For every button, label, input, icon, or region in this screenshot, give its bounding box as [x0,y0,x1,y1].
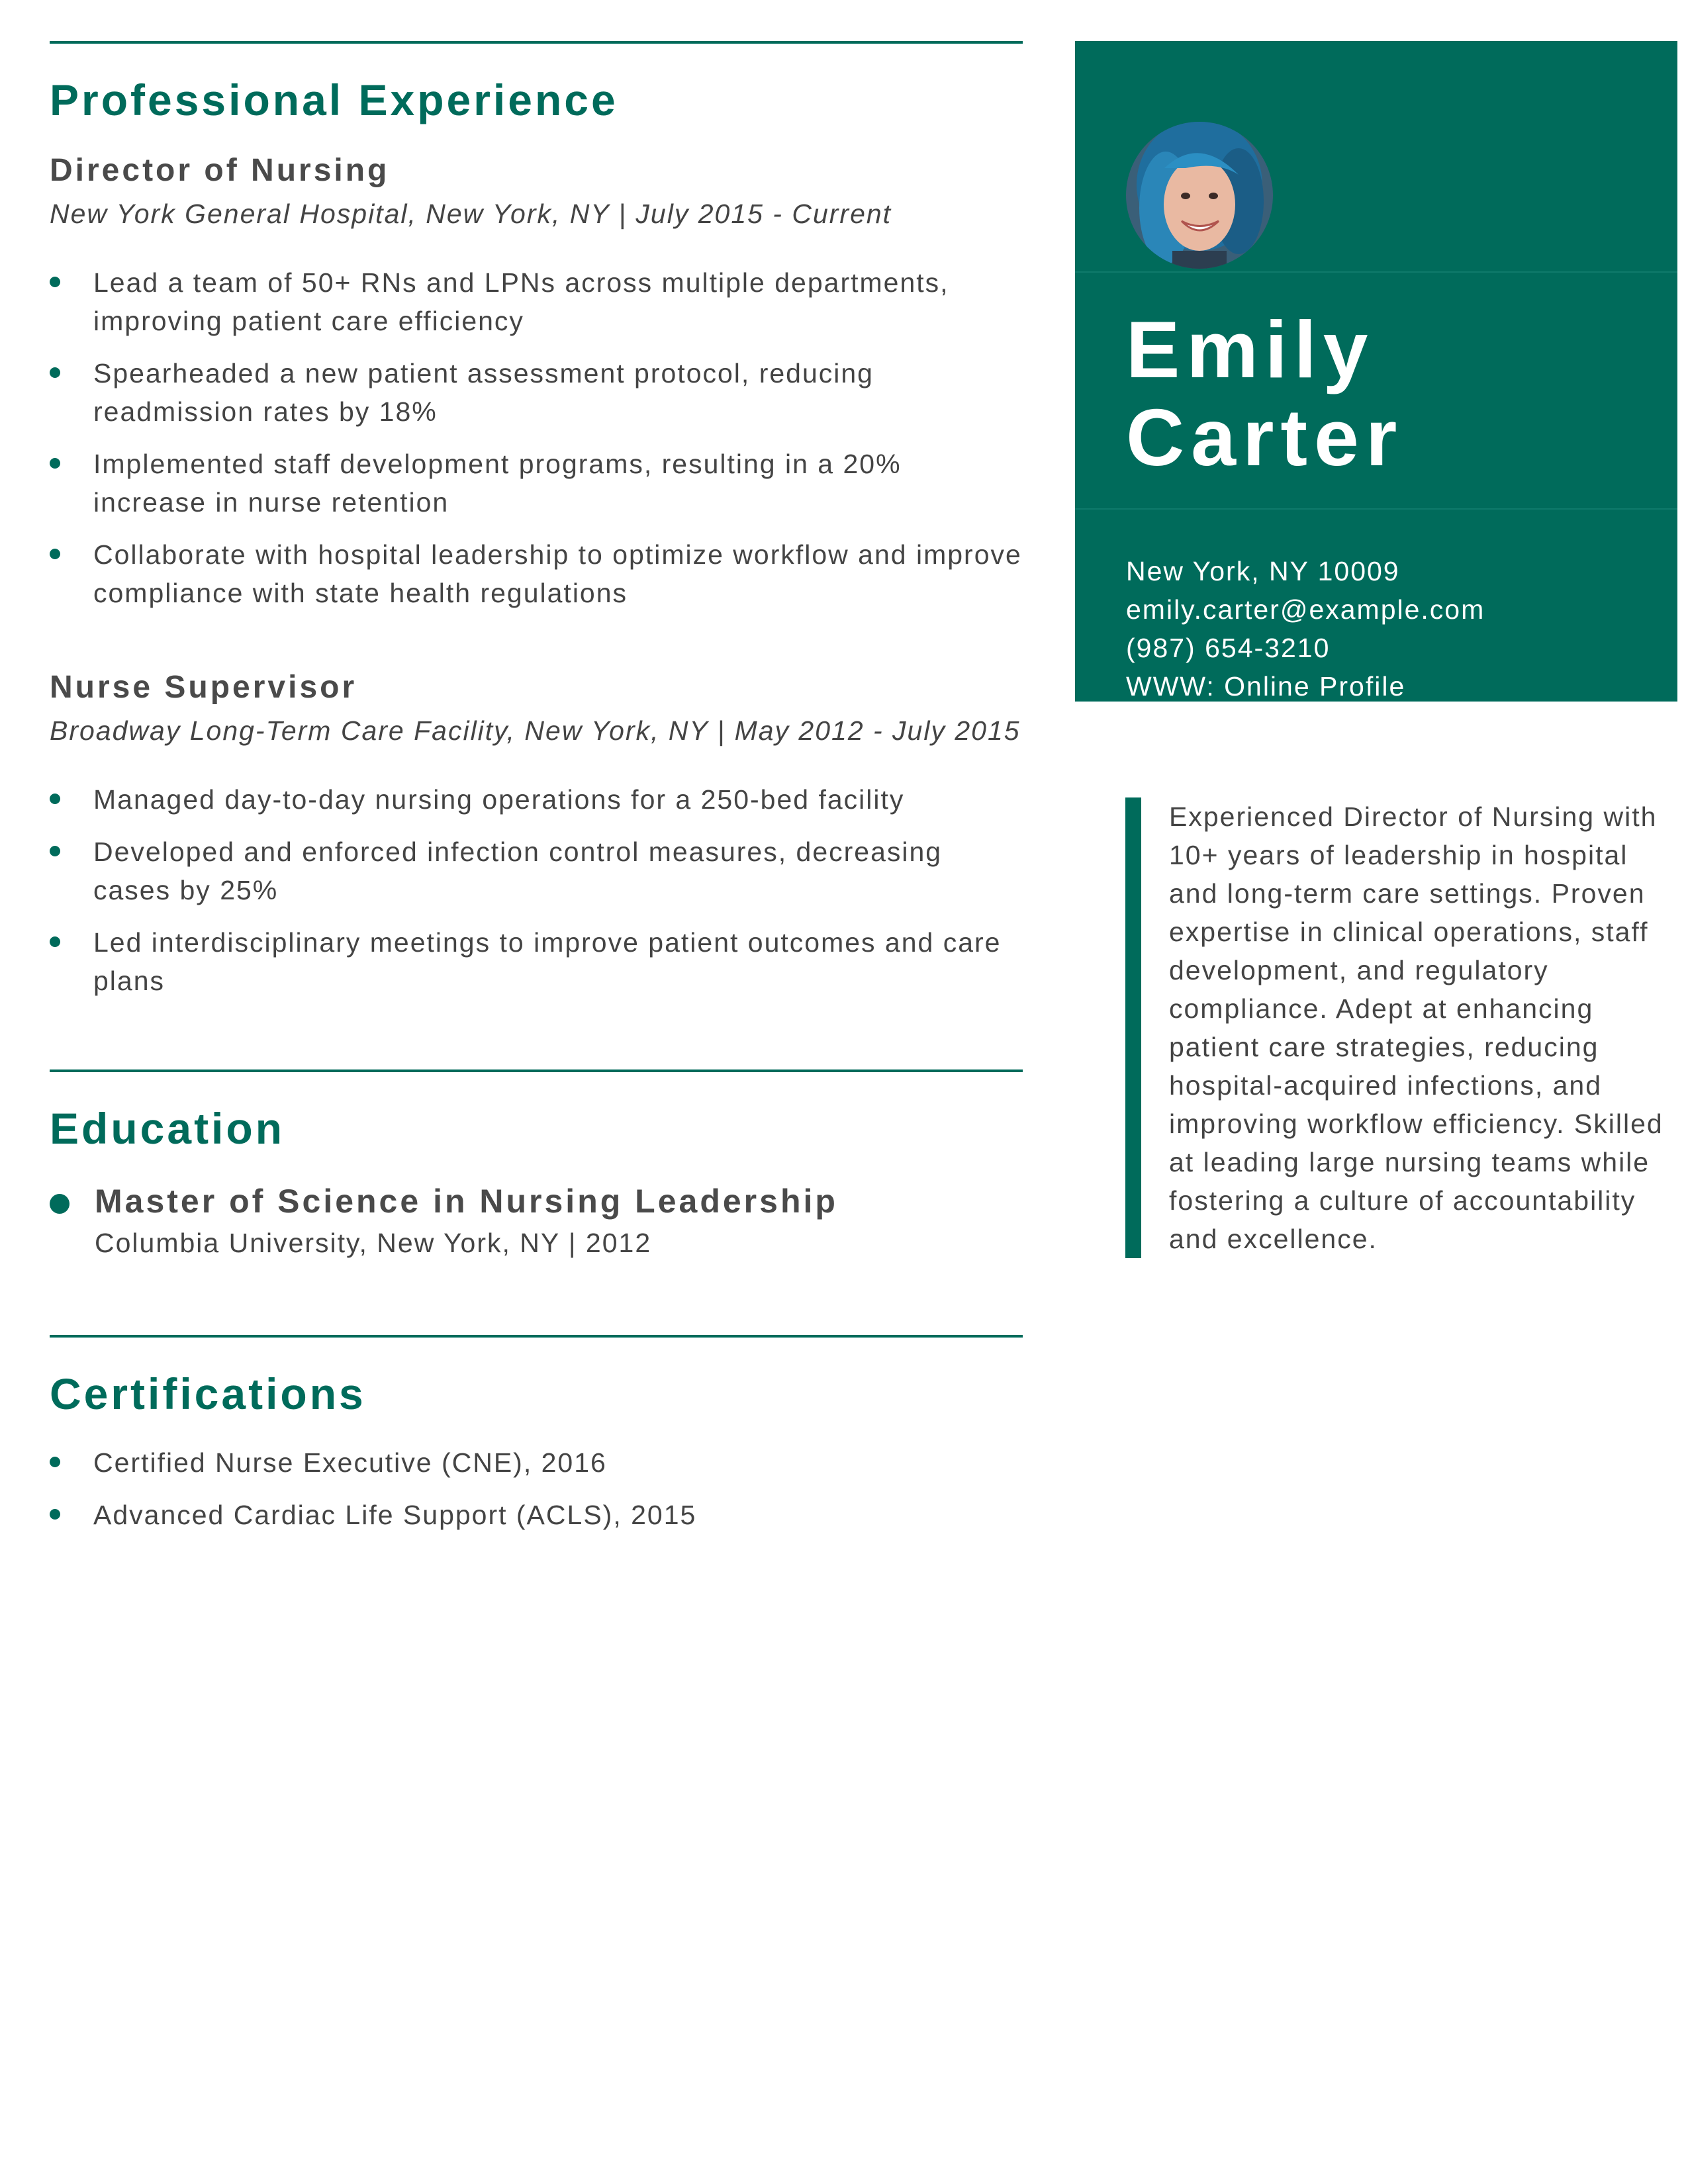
profile-sidebar [1075,41,1677,702]
bullet-icon [50,1194,70,1214]
section-divider [50,1069,1023,1072]
bullet-text: Spearheaded a new patient assessment protocol, reducing readmission rates by 18% [93,358,874,427]
bullet-icon [50,1509,60,1520]
section-divider [50,1335,1023,1338]
bullet-icon [50,1457,60,1467]
school-name: Columbia University, New York, NY | 2012 [95,1228,652,1258]
bullet-text: Lead a team of 50+ RNs and LPNs across multiple departments, improving patient care efficiency [93,267,949,336]
list-item [50,535,1023,612]
professional-summary: Experienced Director of Nursing with 10+ years of leadership in hospital and long-term care settings. Proven expertise in clinical operations, staff development, and regulatory compliance. Adept at enhancing patient care strategies, reducing hospital-acquired infections, and improving workflow efficiency. Skilled at leading large nursing teams while fostering a culture of accountability and excellence. [1125,797,1672,1258]
last-name: Carter [1126,392,1404,482]
bullet-text: Implemented staff development programs, resulting in a 20% increase in nurse retention [93,449,902,518]
job-entry [50,672,1023,1000]
bullet-text: Led interdisciplinary meetings to improve patient outcomes and care plans [93,927,1002,996]
bullet-icon [50,936,60,947]
list-item [50,1443,1023,1482]
address-text: New York, NY 10009 [1126,556,1400,586]
sidebar-divider [1075,508,1677,510]
job-meta [50,711,1023,750]
bullet-text: Managed day-to-day nursing operations for a 250-bed facility [93,784,905,815]
section-divider [50,41,1023,44]
first-name: Emily [1126,304,1375,394]
bullet-icon [50,846,60,856]
certification-text: Certified Nurse Executive (CNE), 2016 [93,1447,607,1478]
bullet-icon [50,367,60,378]
employer-name: New York General Hospital [50,199,408,229]
employer-name: Broadway Long-Term Care Facility [50,715,507,746]
bullet-icon [50,458,60,469]
degree-name: Master of Science in Nursing Leadership [95,1183,838,1220]
job-location-dates: , New York, NY | May 2012 - July 2015 [506,715,1021,746]
main-column [50,41,1023,1548]
job-bullets [50,263,1023,612]
bullet-text: Collaborate with hospital leadership to optimize workflow and improve compliance with state health regulations [93,539,1022,608]
certifications-list [50,1443,1023,1534]
list-item [50,923,1023,1000]
profile-photo-icon [1126,122,1273,269]
website-link[interactable]: WWW: Online Profile [1126,671,1406,702]
job-bullets [50,780,1023,1000]
job-entry [50,155,1023,612]
candidate-name [1126,306,1403,482]
bullet-text: Developed and enforced infection control measures, decreasing cases by 25% [93,837,943,905]
list-item [50,833,1023,909]
contact-info [1126,552,1485,705]
bullet-icon [50,794,60,804]
job-title: Director of Nursing [50,153,390,188]
experience-heading: Professional Experience [50,75,618,124]
education-entry [50,1185,1023,1257]
certification-text: Advanced Cardiac Life Support (ACLS), 2015 [93,1500,697,1530]
list-item [50,354,1023,431]
sidebar-divider [1075,271,1677,273]
job-location-dates: , New York, NY | July 2015 - Current [408,199,892,229]
list-item [50,1496,1023,1534]
phone-text: (987) 654-3210 [1126,633,1331,663]
list-item [50,780,1023,819]
list-item [50,263,1023,340]
bullet-icon [50,277,60,287]
education-heading: Education [50,1104,285,1153]
certifications-heading: Certifications [50,1369,366,1418]
email-link[interactable]: emily.carter@example.com [1126,594,1485,625]
avatar [1126,122,1273,269]
bullet-icon [50,549,60,559]
job-title: Nurse Supervisor [50,670,357,705]
job-meta [50,195,1023,233]
list-item [50,445,1023,522]
